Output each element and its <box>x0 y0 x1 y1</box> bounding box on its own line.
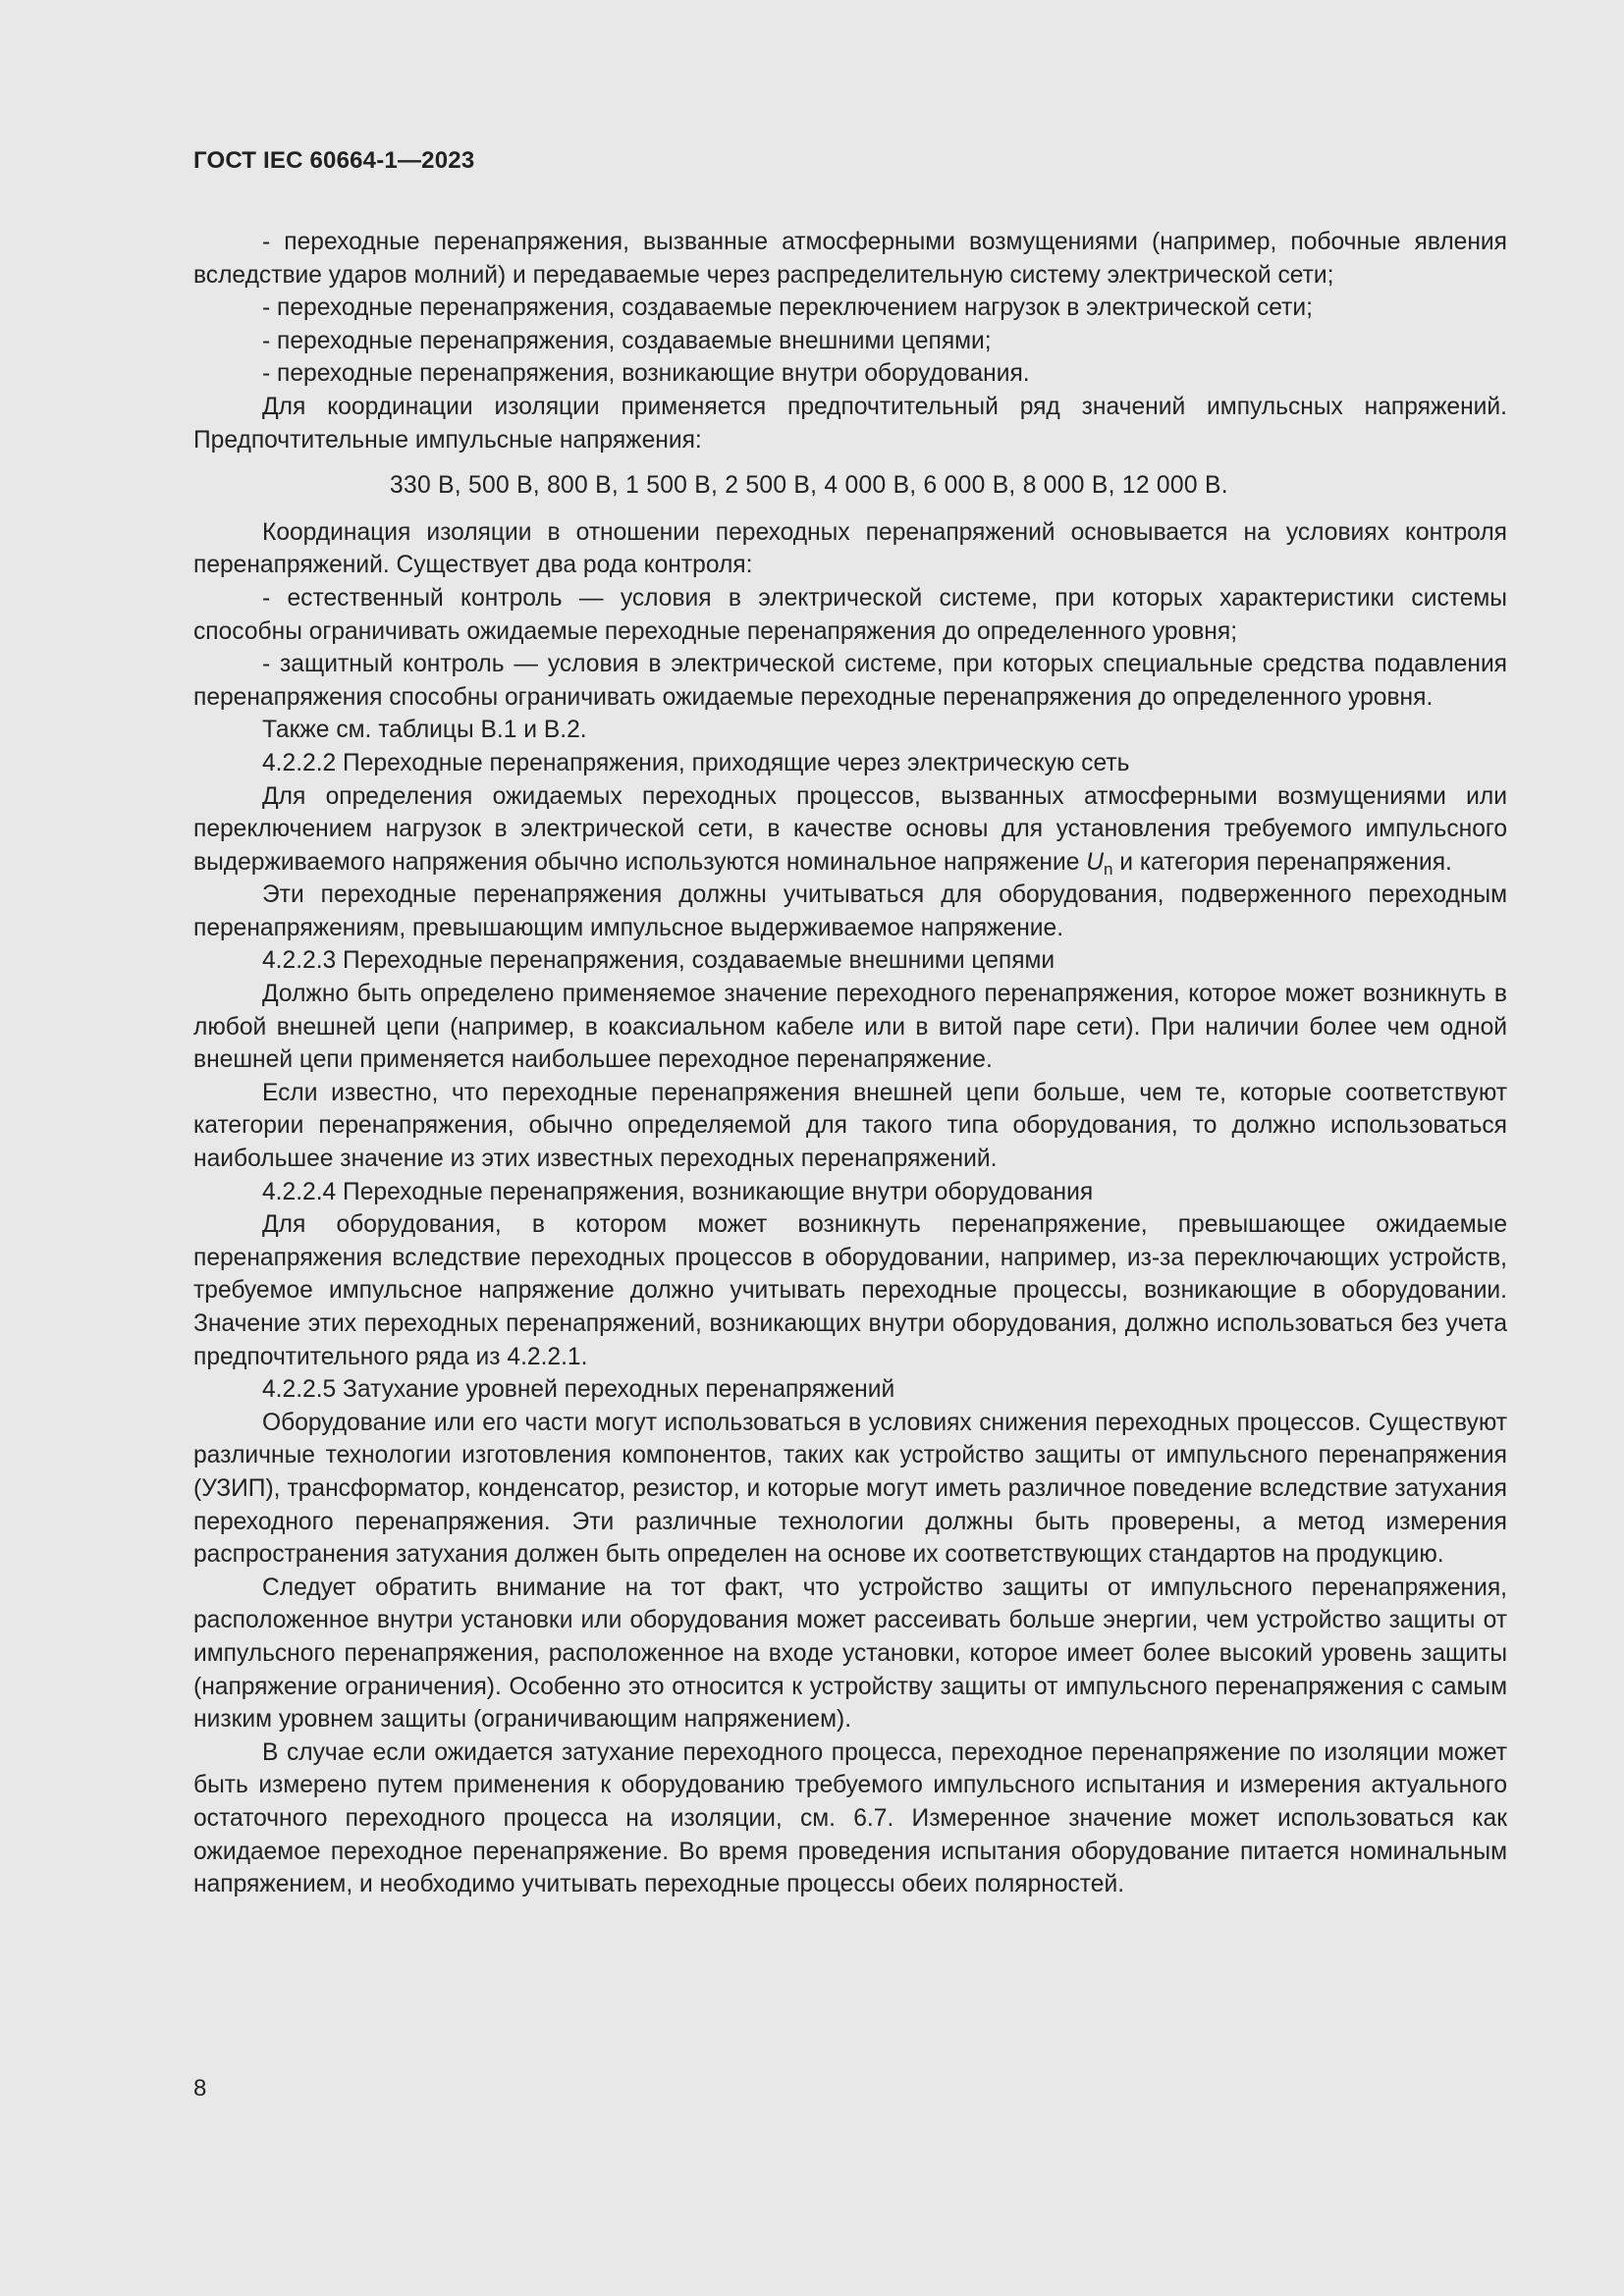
list-item-atmospheric: - переходные перенапряжения, вызванные атмосферными возмущениями (например, побочные явления вследствие ударов молний) и передаваемые через распределительную систему электрической сети; <box>193 229 1507 289</box>
preferred-voltages-row: 330 В, 500 В, 800 В, 1 500 В, 2 500 В, 4 000 В, 6 000 В, 8 000 В, 12 000 В. <box>390 472 1228 500</box>
paragraph-transients-consideration: Эти переходные перенапряжения должны учитываться для оборудования, подверженного переходным перенапряжениям, превышающим импульсное выдерживаемое напряжение. <box>193 881 1507 941</box>
paragraph-attenuation-measurement: В случае если ожидается затухание переходного процесса, переходное перенапряжение по изоляции может быть измерено путем применения к оборудованию требуемого импульсного испытания и измерения актуального остаточного переходного процесса на изоляции, см. 6.7. Измеренное значение может использоваться как ожидаемое переходное перенапряжение. Во время проведения испытания оборудование питается номинальным напряжением, и необходимо учитывать переходные процессы обеих полярностей. <box>193 1738 1507 1898</box>
paragraph-preferred-series: Для координации изоляции применяется предпочтительный ряд значений импульсных напряжений. Предпочтительные импульсные напряжения: <box>193 393 1507 454</box>
list-item-internal: - переходные перенапряжения, возникающие внутри оборудования. <box>262 360 1030 388</box>
voltage-subscript: n <box>1103 859 1113 879</box>
paragraph-expected-transients-text: Для определения ожидаемых переходных процессов, вызванных атмосферными возмущениями или переключением нагрузок в электрической сети, в качестве основы для установления требуемого импульсного выдерживаемого напряжения обычно используются номинальное напряжение <box>193 782 1507 876</box>
document-header-title: ГОСТ IEC 60664-1—2023 <box>193 147 475 174</box>
list-item-natural-control: - естественный контроль — условия в электрической системе, при которых характеристики системы способны ограничивать ожидаемые переходные перенапряжения до определенного уровня; <box>193 584 1507 645</box>
paragraph-external-circuit-value: Должно быть определено применяемое значение переходного перенапряжения, которое может возникнуть в любой внешней цепи (например, в коаксиальном кабеле или в витой паре сети). При наличии более чем одной внешней цепи применяется наибольшее переходное перенапряжение. <box>193 981 1507 1074</box>
list-item-external-circuits: - переходные перенапряжения, создаваемые внешними цепями; <box>262 327 992 354</box>
document-body <box>193 226 1507 1901</box>
paragraph-expected-transients <box>193 780 1507 880</box>
list-item-switching: - переходные перенапряжения, создаваемые переключением нагрузок в электрической сети; <box>262 294 1313 322</box>
section-heading-4-2-2-4: 4.2.2.4 Переходные перенапряжения, возникающие внутри оборудования <box>262 1178 1094 1205</box>
section-heading-4-2-2-3: 4.2.2.3 Переходные перенапряжения, создаваемые внешними цепями <box>262 947 1056 975</box>
section-heading-4-2-2-2: 4.2.2.2 Переходные перенапряжения, приходящие через электрическую сеть <box>262 749 1130 776</box>
paragraph-spd-energy: Следует обратить внимание на тот факт, что устройство защиты от импульсного перенапряжения, расположенное внутри установки или оборудования может рассеивать больше энергии, чем устройство защиты от импульсного перенапряжения, расположенное на входе установки, которое имеет более высокий уровень защиты (напряжение ограничения). Особенно это относится к устройству защиты от импульсного перенапряжения с самым низким уровнем защиты (ограничивающим напряжением). <box>193 1574 1507 1734</box>
paragraph-expected-transients-tail: и категория перенапряжения. <box>1112 848 1452 876</box>
paragraph-attenuation-technologies: Оборудование или его части могут использоваться в условиях снижения переходных процессов. Существуют различные технологии изготовления компонентов, таких как устройство защиты от импульсного перенапряжения (УЗИП), трансформатор, конденсатор, резистор, и которые могут иметь различное поведение вследствие затухания переходного перенапряжения. Эти различные технологии должны быть проверены, а метод измерения распространения затухания должен быть определен на основе их соответствующих стандартов на продукцию. <box>193 1409 1507 1569</box>
paragraph-see-tables: Также см. таблицы В.1 и В.2. <box>262 717 587 744</box>
list-item-protective-control: - защитный контроль — условия в электрической системе, при которых специальные средства подавления перенапряжения способны ограничивать ожидаемые переходные перенапряжения до определенного уровня. <box>193 651 1507 711</box>
section-heading-4-2-2-5: 4.2.2.5 Затухание уровней переходных перенапряжений <box>262 1376 895 1404</box>
voltage-symbol: U <box>1086 848 1104 876</box>
page-number: 8 <box>193 2075 207 2102</box>
paragraph-external-circuit-max: Если известно, что переходные перенапряжения внешней цепи больше, чем те, которые соответствуют категории перенапряжения, обычно определяемой для такого типа оборудования, то должно использоваться наибольшее значение из этих известных переходных перенапряжений. <box>193 1079 1507 1173</box>
paragraph-coordination: Координация изоляции в отношении переходных перенапряжений основывается на условиях контроля перенапряжений. Существует два рода контроля: <box>193 518 1507 579</box>
paragraph-internal-transients: Для оборудования, в котором может возникнуть перенапряжение, превышающее ожидаемые перенапряжения вследствие переходных процессов в оборудовании, например, из-за переключающих устройств, требуемое импульсное напряжение должно учитывать переходные процессы, возникающие в оборудовании. Значение этих переходных перенапряжений, возникающих внутри оборудования, должно использоваться без учета предпочтительного ряда из 4.2.2.1. <box>193 1211 1507 1370</box>
